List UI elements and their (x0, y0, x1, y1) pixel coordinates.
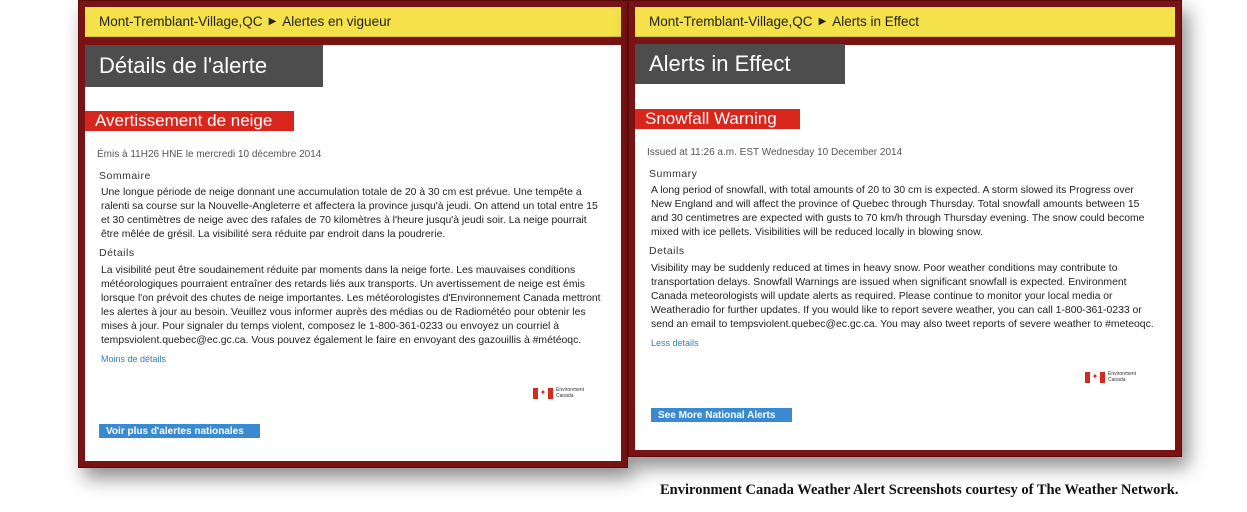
more-national-alerts-button[interactable]: Voir plus d'alertes nationales (99, 424, 260, 438)
issued-timestamp: Issued at 11:26 a.m. EST Wednesday 10 December 2014 (647, 147, 903, 158)
location-breadcrumb (635, 7, 1175, 37)
details-text: La visibilité peut être soudainement réduite par moments dans la neige forte. Les mauvaises conditions météorologiques pourraient entraîner des retards liés aux transports. Un avertissement de neige est émis lorsque l'on prévoit des chutes de neige importantes. Les météorologistes d'Environnement Canada mettront les alertes à jour au besoin. Veuillez vous informer auprès des médias ou de Radiométéo pour obtenir les mises à jour. Pour signaler du temps violent, composez le 1-800-361-0233 ou envoyez un courriel à tempsviolent.quebec@ec.gc.ca. Vous pouvez également le faire en envoyant des gazouillis à #météoqc. (101, 264, 601, 347)
canada-flag-icon: ✦ (533, 388, 553, 399)
logo-line-2: Canada (556, 393, 574, 399)
warning-heading: Avertissement de neige (85, 111, 294, 131)
location-link[interactable]: Mont-Tremblant-Village,QC (99, 14, 263, 29)
details-label: Détails (99, 247, 135, 260)
location-link[interactable]: Mont-Tremblant-Village,QC (649, 14, 813, 29)
alert-panel-english (628, 0, 1182, 457)
alert-panel-french (78, 0, 628, 468)
details-text: Visibility may be suddenly reduced at times in heavy snow. Poor weather conditions may contribute to transportation delays. Snowfall Warnings are issued when significant snowfall is expected. Environment Canada meteorologists will update alerts as required. Please continue to monitor your local media or Weatheradio for further updates. If you would like to report severe weather, you can call 1-800-361-0233 or send an email to tempsviolent.quebec@ec.gc.ca. You may also tweet reports of severe weather to #meteoqc. (651, 262, 1154, 330)
summary-text: A long period of snowfall, with total amounts of 20 to 30 cm is expected. A storm slowed its Progress over New England and will affect the province of Quebec through Thursday. Total snowfall amounts between 15 and 30 centimetres are expected with gusts to 70 km/h through Thursday evening. The snow could become mixed with ice pellets. Visibilities will be reduced locally in blowing snow. (651, 185, 1145, 239)
less-details-link[interactable]: Less details (651, 338, 699, 349)
canada-flag-icon: ✦ (1085, 372, 1105, 383)
alert-body (649, 167, 1157, 350)
summary-label: Sommaire (99, 170, 151, 182)
page-title: Alerts in Effect (635, 44, 845, 84)
alert-content (85, 45, 621, 461)
issued-timestamp: Émis à 11H26 HNE le mercredi 10 décembre 2014 (97, 149, 322, 160)
more-national-alerts-button[interactable]: See More National Alerts (651, 408, 792, 422)
breadcrumb-arrow-icon: ▶ (268, 16, 277, 27)
environment-canada-logo (1085, 371, 1136, 383)
alert-content (635, 45, 1175, 450)
details-label: Details (649, 245, 685, 258)
breadcrumb-page: Alertes en vigueur (282, 14, 392, 29)
logo-line-1: Environment (1108, 371, 1137, 377)
environment-canada-logo (533, 387, 584, 399)
breadcrumb-page: Alerts in Effect (832, 14, 920, 29)
location-breadcrumb (85, 7, 621, 37)
logo-line-1: Environment (556, 387, 585, 393)
warning-heading: Snowfall Warning (635, 109, 800, 129)
logo-line-2: Canada (1108, 377, 1126, 383)
summary-text: Une longue période de neige donnant une accumulation totale de 20 à 30 cm est prévue. Une tempête a ralenti sa course sur la Nouvelle-Angleterre et affectera la province jusqu'à jeudi. On attend un total entre 15 et 30 centimètres de neige avec des rafales de 70 kilomètres à l'heure jusqu'à jeudi soir. La neige pourrait être mêlée de grésil. La visibilité sera réduite par endroit dans la poudrerie. (101, 187, 598, 241)
page-title: Détails de l'alerte (85, 45, 323, 87)
alert-body (99, 169, 603, 366)
summary-label: Summary (649, 168, 698, 180)
less-details-link[interactable]: Moins de détails (101, 354, 167, 365)
breadcrumb-arrow-icon: ▶ (818, 16, 827, 27)
image-caption: Environment Canada Weather Alert Screenshots courtesy of The Weather Network. (660, 482, 1179, 498)
